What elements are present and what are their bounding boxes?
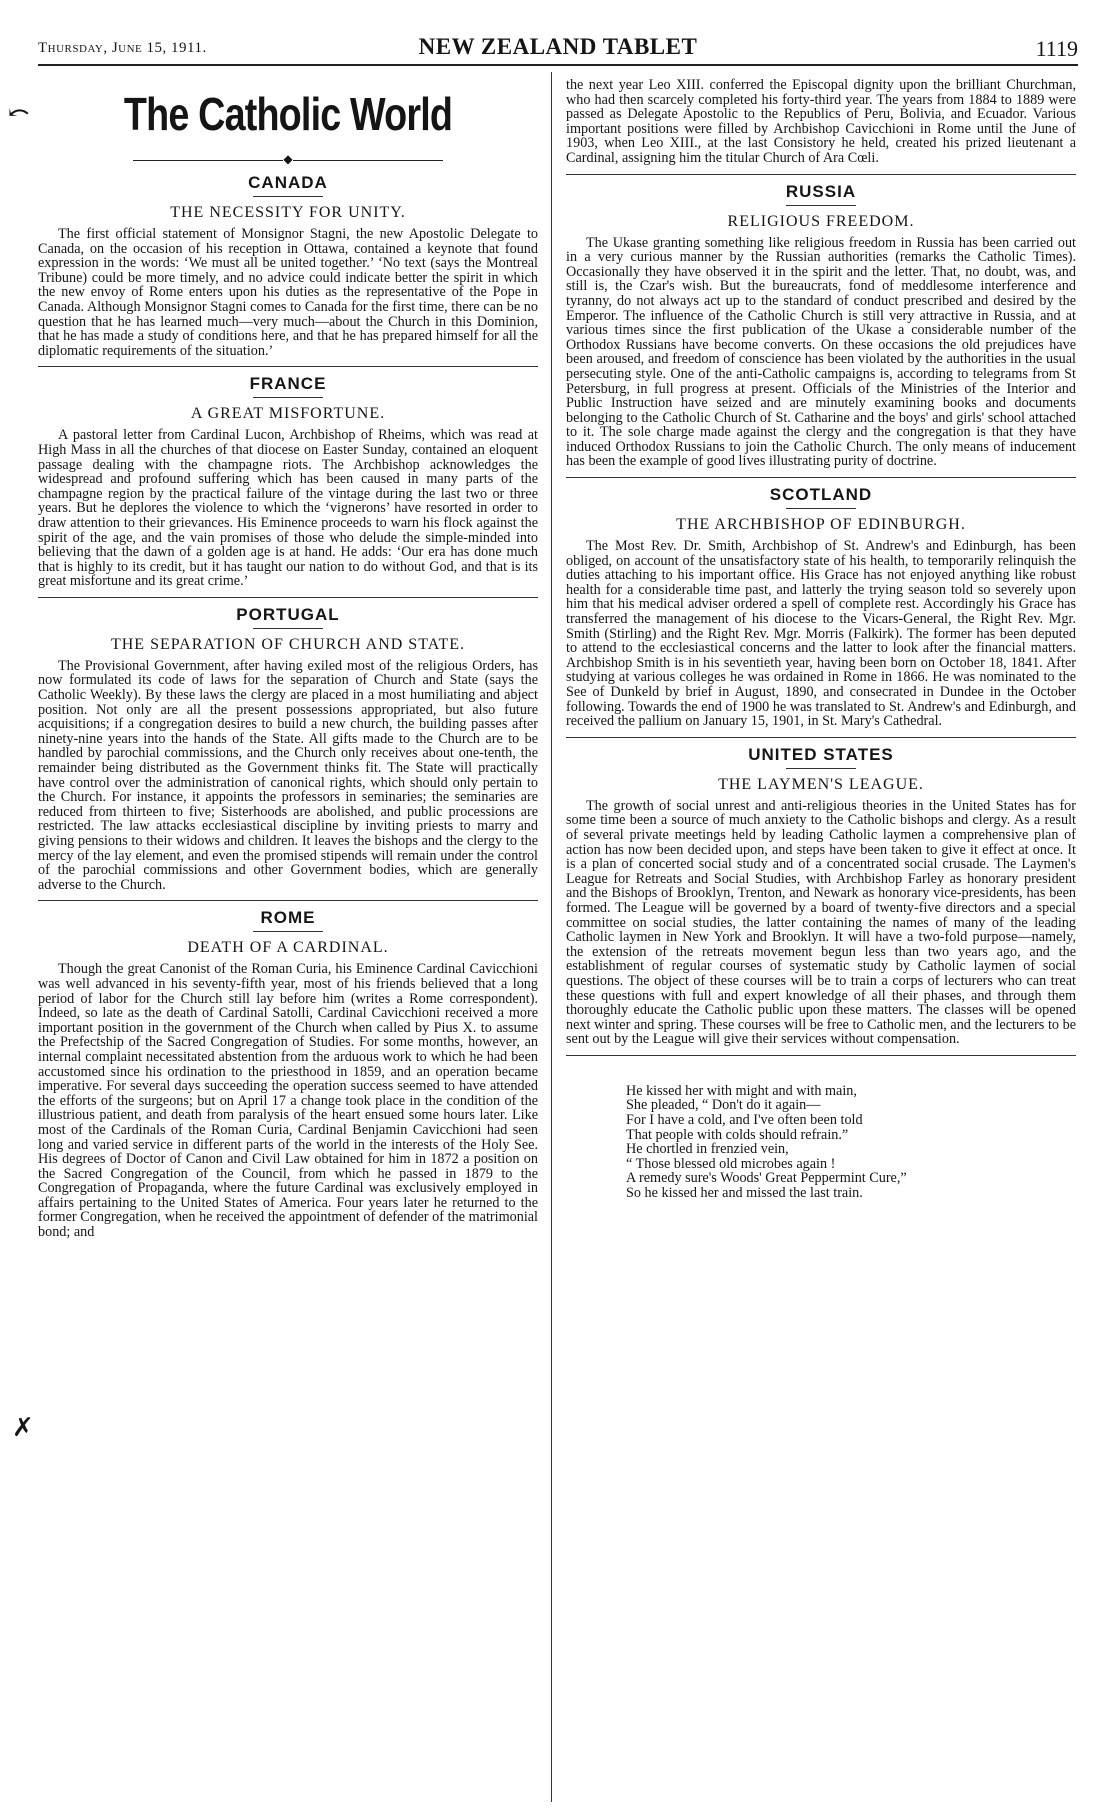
left-column xyxy=(8,78,538,1442)
divider xyxy=(38,900,538,901)
divider xyxy=(566,1055,1076,1056)
poem xyxy=(626,1084,1076,1201)
poem-line: “ Those blessed old microbes again ! xyxy=(626,1155,836,1172)
heading-scotland: SCOTLAND xyxy=(769,485,873,505)
article-russia: The Ukase granting something like religious freedom in Russia has been carried out in a very curious manner by the Russian authorities (remarks the Catholic Times). Occasionally they have observed it in the spirit and the letter. That, no doubt, was, and still is, the Czar's wish. But the bureaucrats, fond of meddlesome interference and tyranny, do not always act up to the standard of conduct prescribed and desired by the Emperor. The influence of the Catholic Church is still very attractive in Russia, and at various times since the first publication of the Ukase a considerable number of the Orthodox Russians have become converts. On these occasions the old prejudices have been aroused, and freedom of conscience has been violated by the authorities in the usual persecuting style. One of the anti-Catholic campaigns is, according to telegrams from St Petersburg, in full progress at present. Officials of the Ministries of the Interior and Public Instruction have seized and are minutely examining books and documents belonging to the Catholic Church of St. Catharine and the boys' and girls' school attached to it. The sole charge made against the clergy and the congregation is that they have induced Orthodox Russians to join the Catholic Church. The only means of inducement has been the example of good lives illustrating purity of doctrine. xyxy=(566,234,1076,470)
poem-line: He chortled in frenzied vein, xyxy=(626,1141,789,1158)
article-france: A pastoral letter from Cardinal Lucon, Archbishop of Rheims, which was read at High Mass in all the churches of that diocese on Easter Sunday, contained an eloquent passage dealing with the champagne riots. The Archbishop acknowledges the widespread and profound suffering which has been caused in many parts of the champagne region by the practical failure of the vintage during the last two or three years. But he deplores the violence to which the ‘vignerons’ have resorted in order to draw attention to their grievances. His Eminence proceeds to warn his flock against the spirit of the age, and the vain promises of those who delude the simple-minded into believing that the dawn of a golden age is at hand. He adds: ‘Our era has done much that is highly to its credit, but it has taught our nation to do without God, and that is its great misfortune and its great crime.’ xyxy=(38,427,538,590)
heading-portugal: PORTUGAL xyxy=(236,604,340,624)
divider xyxy=(786,205,856,206)
column-rule xyxy=(551,72,552,1802)
divider xyxy=(566,477,1076,478)
article-rome: Though the great Canonist of the Roman Curia, his Eminence Cardinal Cavicchioni was well advanced in his seventy-fifth year, most of his friends believed that a long period of labor for the Church still lay before him (writes a Rome correspondent). Indeed, so late as the death of Cardinal Satolli, Cardinal Cavicchioni received a more important position in the government of the Church when called by Pius X. to assume the Prefectship of the Sacred Congregation of Studies. For some months, however, an internal complaint necessitated abstention from the arduous work to which he had been accustomed since his ordination to the priesthood in 1859, and an operation became imperative. For several days succeeding the operation success seemed to have attended the efforts of the surgeons; but on April 17 a change took place in the condition of the illustrious patient, and death from paralysis of the heart ensued some hours later. Like most of the Cardinals of the Roman Curia, Cardinal Benjamin Cavicchioni had seen long and varied service in different parts of the world in the interests of the Holy See. His degrees of Doctor of Canon and Civil Law obtained for him in 1872 a position on the Sacred Congregation of the Council, from which he passed in 1879 to the Congregation of Propaganda, where the future Cardinal was exclusively employed in affairs pertaining to the United States of America. Four years later he returned to the former Congregation, when he received the appointment of defender of the matrimonial bond; and xyxy=(38,961,538,1241)
divider xyxy=(786,508,856,509)
subheading-scotland: THE ARCHBISHOP OF EDINBURGH. xyxy=(676,516,966,534)
subheading-united-states: THE LAYMEN'S LEAGUE. xyxy=(718,775,924,793)
poem-line: For I have a cold, and I've often been told xyxy=(626,1112,863,1129)
heading-rome: ROME xyxy=(260,908,316,928)
subheading-rome: DEATH OF A CARDINAL. xyxy=(187,939,389,957)
divider xyxy=(38,597,538,598)
margin-arrow-mark: ⤺ xyxy=(8,98,30,127)
poem-line: He kissed her with might and with main, xyxy=(626,1082,857,1099)
article-rome-continued: the next year Leo XIII. conferred the Episcopal dignity upon the brilliant Churchman, who had then scarcely completed his forty-third year. The years from 1884 to 1889 were passed as Delegate Apostolic to the Republics of Peru, Bolivia, and Ecuador. Various important positions were filled by Archbishop Cavicchioni in Rome until the June of 1903, when Leo XIII., at the last Consistory he held, created his prized lieutenant a Cardinal, assigning him the titular Church of Ara Cœli. xyxy=(566,77,1076,166)
divider xyxy=(38,366,538,367)
subheading-france: A GREAT MISFORTUNE. xyxy=(190,405,386,423)
poem-line: She pleaded, “ Don't do it again— xyxy=(626,1097,821,1114)
divider xyxy=(253,931,323,932)
page-number: 1119 xyxy=(1035,36,1078,61)
newspaper-title: NEW ZEALAND TABLET xyxy=(418,34,698,59)
heading-russia: RUSSIA xyxy=(785,181,857,201)
ornament-rule: ◆ xyxy=(38,152,538,166)
article-united-states: The growth of social unrest and anti-religious theories in the United States has for some time been a source of much anxiety to the Catholic bishops and clergy. As a result of several private meetings held by leading Catholic laymen a comprehensive plan of action has now been decided upon, and steps have been taken to give it effect at once. It is a plan of concerted social study and of a concentrated social crusade. The Laymen's League for Retreats and Social Studies, with Archbishop Farley as honorary president and the Bishops of Brooklyn, Trenton, and Newark as honorary vice-presidents, has been formed. The League will be governed by a board of twenty-five directors and a special committee on social studies, the latter containing the names of many of the leading Catholic laymen in New York and Brooklyn. It will have a two-fold purpose—namely, the extension of the retreats movement begun less than two years ago, and the establishment of regular courses of systematic study by Catholic laymen of social questions. The object of these courses will be to train a corps of lecturers who can treat these questions with full and expert knowledge of all their phases, and through them thoroughly educate the Catholic public upon these matters. The classes will be opened next winter and spring. These courses will be free to Catholic men, and the lecturers to be sent out by the League will give their services without compensation. xyxy=(566,797,1076,1048)
subheading-canada: THE NECESSITY FOR UNITY. xyxy=(170,204,406,221)
divider xyxy=(253,397,323,398)
divider xyxy=(566,174,1076,175)
issue-date: Thursday, June 15, 1911. xyxy=(38,40,207,56)
poem-line: A remedy sure's Woods' Great Peppermint Cure,” xyxy=(626,1170,907,1187)
poem-line: So he kissed her and missed the last train. xyxy=(626,1185,863,1202)
subheading-portugal: THE SEPARATION OF CHURCH AND STATE. xyxy=(110,635,466,653)
divider xyxy=(566,737,1076,738)
heading-united-states: UNITED STATES xyxy=(748,744,894,764)
running-head xyxy=(38,34,1078,66)
divider xyxy=(786,768,856,769)
article-canada: The first official statement of Monsignor Stagni, the new Apostolic Delegate to Canada, on the occasion of his reception in Ottawa, contained a keynote that found expression in the words: ‘We must all be united together.’ ‘No text (says the Montreal Tribune) could be more timely, and no advice could indicate better the spirit in which the new envoy of Rome enters upon his duties as the representative of the Pope in Canada. Although Monsignor Stagni comes to Canada for the first time, there can be no question that he has learned much—very much—about the Church in this Dominion, that he has made a study of conditions here, and that he has prepared himself for all the diplomatic requirements of the situation.’ xyxy=(38,226,538,359)
right-column xyxy=(566,78,1076,1201)
subheading-russia: RELIGIOUS FREEDOM. xyxy=(727,212,915,230)
divider xyxy=(253,196,323,197)
heading-france: FRANCE xyxy=(249,374,327,394)
article-scotland: The Most Rev. Dr. Smith, Archbishop of St. Andrew's and Edinburgh, has been obliged, on account of the unsatisfactory state of his health, to temporarily relinquish the duties attaching to his important office. His Grace has not enjoyed anything like robust health for a considerable time past, and latterly the trying season told so severely upon him that his medical adviser ordered a spell of complete rest. Accordingly his Grace has transferred the management of his diocese to the Vicars-General, the Right Rev. Mgr. Smith (Stirling) and the Right Rev. Mgr. Morris (Falkirk). The former has been deputed to attend to the ecclesiastical concerns and the latter to look after the financial matters. Archbishop Smith is in his seventieth year, having been born on October 18, 1841. After studying at various colleges he was ordained in Rome in 1866. He was nominated to the See of Dunkeld by brief in August, 1890, and consecrated in Dundee in the October following. Towards the end of 1900 he was translated to St. Andrew's and Edinburgh, and received the pallium on January 15, 1901, in St. Mary's Cathedral. xyxy=(566,538,1076,730)
heading-canada: CANADA xyxy=(248,173,328,192)
divider xyxy=(253,628,323,629)
article-portugal: The Provisional Government, after having exiled most of the religious Orders, has now formulated its code of laws for the separation of Church and State (says the Catholic Weekly). By these laws the clergy are placed in a most humiliating and abject position. Not only are all the present possessions appropriated, but also future acquisitions; if a congregation desires to build a new church, the building passes after ninety-nine years into the hands of the State. All gifts made to the Church are to be handled by parochial commissions, and the Church only receives about one-tenth, the remainder being distributed as the Government thinks fit. The State will practically have control over the administration of canonical rights, which should only pertain to the Church. For instance, it appoints the professors in seminaries; the seminaries are reduced from thirteen to five; Sisterhoods are abolished, and public processions are restricted. The law attacks ecclesiastical discipline by inviting priests to marry and giving pensions to their widows and children. It leaves the bishops and the clergy to the mercy of the lay element, and even the promised stipends will remain under the control of the parochial commissions and other Government bodies, which are generally adverse to the Church. xyxy=(38,657,538,893)
margin-pencil-mark: ✗ xyxy=(12,1413,34,1442)
poem-line: That people with colds should refrain.” xyxy=(626,1126,849,1143)
section-masthead: The Catholic World xyxy=(123,88,453,140)
